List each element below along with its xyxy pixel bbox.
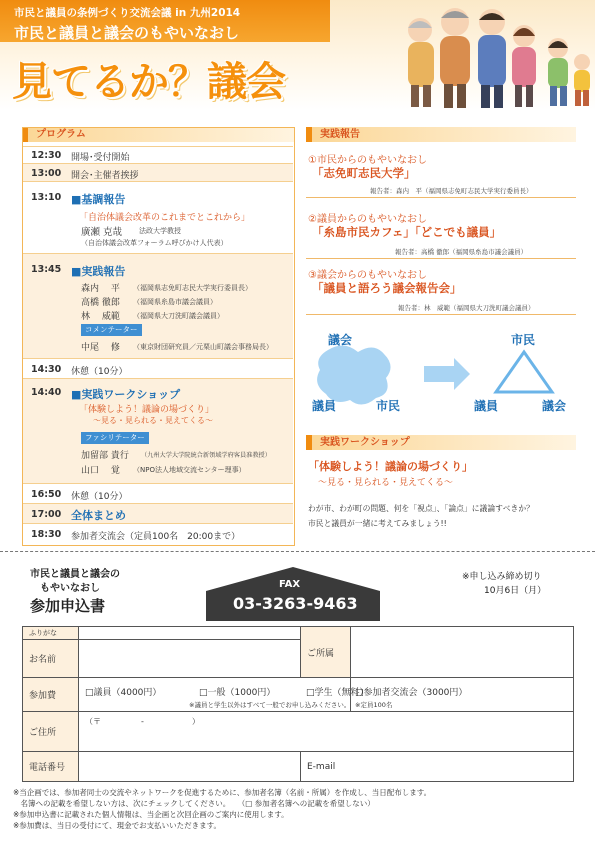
reporter-org: （福岡県糸島市議会議員） <box>133 298 217 306</box>
program-row <box>23 523 293 544</box>
blob-shape <box>317 345 390 404</box>
program-row <box>23 253 293 358</box>
header-subtitle: 市民と議員の条例づくり交流会議 in 九州2014 <box>14 7 241 19</box>
footnote: ※当企画では、参加者同士の交流やネットワークを促進するために、参加者名簿（名前・所属）を作成し、当日配布します。 <box>13 788 432 797</box>
name-label: お名前 <box>23 640 79 678</box>
fee-option-party[interactable]: □参加者交流会（3000円） <box>355 688 468 698</box>
program-time: 17:00 <box>31 509 62 520</box>
facilitator-name: 加留部 貴行 <box>81 451 129 461</box>
footnote: ※参加費は、当日の受付にて、現金でお支払いいただきます。 <box>13 821 222 830</box>
workshop-desc2: 市民と議員が一緒に考えてみましょう!! <box>308 519 447 528</box>
program-time: 13:10 <box>31 192 62 203</box>
report-divider <box>306 258 576 259</box>
phone-field[interactable] <box>79 752 301 782</box>
email-field[interactable] <box>301 752 574 782</box>
application-form <box>22 626 574 782</box>
cut-line <box>0 551 595 552</box>
party-cell <box>351 678 574 712</box>
diagram-right-left: 議員 <box>474 399 499 413</box>
program-time: 14:30 <box>31 364 62 375</box>
affiliation-field[interactable] <box>351 627 574 678</box>
program-row <box>23 358 293 378</box>
fee-option-member[interactable]: □議員（4000円） <box>85 688 162 698</box>
phone-label: 電話番号 <box>23 752 79 782</box>
report-label: ②議員からのもやいなおし <box>308 214 427 225</box>
report-title: 「志免町志民大学」 <box>312 166 416 180</box>
report-reporter: 報告者：林 威範（福岡県大刀洗町議会議員） <box>398 304 535 312</box>
name-field[interactable] <box>79 640 301 678</box>
report-title: 「議員と語ろう議会報告会」 <box>312 281 462 295</box>
facilitator-org: （NPO法人地域交流センター理事） <box>133 466 246 474</box>
form-title: 参加申込書 <box>30 597 106 615</box>
commentator-name: 中尾 修 <box>81 343 120 353</box>
triangle-shape <box>496 352 552 392</box>
report-reporter: 報告者：森内 平（福岡県志免町志民大学実行委員長） <box>370 187 533 195</box>
furigana-field[interactable] <box>79 627 301 640</box>
header-banner <box>0 0 595 110</box>
person-father <box>478 9 506 108</box>
report-divider <box>306 197 576 198</box>
program-box <box>22 127 295 546</box>
report-reporter: 報告者：高橋 徹郎（福岡県糸島市議会議員） <box>395 248 528 256</box>
address-field[interactable] <box>79 712 574 752</box>
fee-option-general[interactable]: □一般（1000円） <box>199 688 276 698</box>
diagram-left-left: 議員 <box>312 399 337 413</box>
program-text: 開会･主催者挨拶 <box>71 171 139 181</box>
deadline-date: 10月6日（月） <box>484 586 547 596</box>
program-time: 16:50 <box>31 489 62 500</box>
fee-options <box>79 678 369 712</box>
party-note: ※定員100名 <box>355 701 393 709</box>
report-label: ③議会からのもやいなおし <box>308 270 427 281</box>
person-child <box>548 38 568 106</box>
reporter-name: 高橋 徹郎 <box>81 298 120 308</box>
workshop-desc1: わが市、わが町の問題、何を「視点」、「論点」に議論すべきか？ <box>308 504 534 513</box>
reporter-org: （福岡県大刀洗町議会議員） <box>133 312 224 320</box>
program-text: 休憩（10分） <box>71 492 128 502</box>
form-org-line1: 市民と議員と議会の <box>30 569 120 580</box>
reporter-name: 森内 平 <box>81 284 120 294</box>
program-time: 13:00 <box>31 168 62 179</box>
facilitator-org: （九州大学大学院統合新領域学府客員准教授） <box>141 452 271 459</box>
header-title: 市民と議員と議会のもやいなおし <box>14 24 240 42</box>
diagram-left-top: 議会 <box>328 333 353 347</box>
diagram-left-right: 市民 <box>376 399 401 413</box>
program-time: 14:40 <box>31 387 62 398</box>
person-mother <box>512 25 536 107</box>
person-grandma <box>408 18 434 107</box>
fee-option-student[interactable]: □学生（無料） <box>306 688 369 698</box>
commentator-org: （東京財団研究員／元栗山町議会事務局長） <box>133 343 273 351</box>
fax-number: 03-3263-9463 <box>233 594 358 613</box>
person-grandpa <box>440 8 470 108</box>
deadline-label: ※申し込み締め切り <box>462 572 542 582</box>
report-label: ①市民からのもやいなおし <box>308 155 427 166</box>
person-toddler <box>574 54 590 106</box>
keynote-subtitle: 「自治体議会改革のこれまでとこれから」 <box>79 213 251 223</box>
program-time: 18:30 <box>31 529 62 540</box>
keynote-speaker: 廣瀬 克哉 <box>81 227 123 238</box>
workshop-subtitle: 「体験しよう！議論の場づくり」 <box>79 405 215 415</box>
affiliation-label: ご所属 <box>301 627 351 678</box>
family-illustration <box>400 0 595 110</box>
form-org-line2: もやいなおし <box>40 583 100 594</box>
footnote: 名簿への記載を希望しない方は、次にチェックしてください。 （□ 参加者名簿への記載を希望しない） <box>13 799 375 808</box>
reporter-name: 林 威範 <box>81 312 120 322</box>
email-label: E-mail <box>307 762 336 772</box>
relationship-diagram <box>306 322 576 422</box>
workshop-main-subtitle: 〜見る・見られる・見えてくる〜 <box>318 478 454 488</box>
workshop-title: ■実践ワークショップ <box>71 388 181 401</box>
program-time: 13:45 <box>31 264 62 275</box>
program-text: 参加者交流会（定員100名 20:00まで） <box>71 532 241 542</box>
main-title: 見てるか？議会 <box>12 59 285 105</box>
reports-heading: 実践報告 <box>306 127 576 142</box>
furigana-label: ふりがな <box>23 627 79 640</box>
postal-code: （〒 - ） <box>85 717 200 726</box>
report-title: 「糸島市民カフェ」「どこでも議員」 <box>312 225 502 239</box>
fee-label: 参加費 <box>23 678 79 712</box>
arrow-shape <box>424 358 470 390</box>
report-divider <box>306 314 576 315</box>
diagram-right-top: 市民 <box>511 333 536 347</box>
keynote-speaker-role: 法政大学教授 <box>139 227 181 235</box>
commentator-tag: コメンテーター <box>81 324 142 336</box>
workshop-heading: 実践ワークショップ <box>306 435 576 450</box>
workshop-main-title: 「体験しよう！議論の場づくり」 <box>308 460 473 473</box>
program-row <box>23 378 293 483</box>
facilitator-tag: ファシリテーター <box>81 432 149 444</box>
program-row <box>23 146 293 163</box>
program-time: 12:30 <box>31 150 62 161</box>
facilitator-name: 山口 覚 <box>81 466 120 476</box>
address-label: ご住所 <box>23 712 79 752</box>
keynote-speaker-note: （自治体議会改革フォーラム呼びかけ人代表） <box>81 239 228 247</box>
footnote: ※参加申込書に記載された個人情報は、当企画と次回企画のご案内に使用します。 <box>13 810 289 819</box>
program-row <box>23 483 293 503</box>
program-heading: プログラム <box>22 127 295 142</box>
program-row <box>23 163 293 181</box>
diagram-right-right: 議会 <box>542 399 567 413</box>
report-title: ■実践報告 <box>71 265 126 278</box>
fax-label: FAX <box>279 579 301 590</box>
keynote-title: ■基調報告 <box>71 193 126 206</box>
reporter-org: （福岡県志免町志民大学実行委員長） <box>133 284 252 292</box>
program-row <box>23 503 293 523</box>
summary-title: 全体まとめ <box>71 509 126 522</box>
program-row <box>23 181 293 253</box>
fee-note: ※議員と学生以外はすべて一般でお申し込みください。 <box>189 701 351 709</box>
program-text: 休憩（10分） <box>71 367 128 377</box>
program-text: 開場･受付開始 <box>71 153 130 163</box>
workshop-subtitle2: 〜見る・見られる・見えてくる〜 <box>93 416 213 425</box>
